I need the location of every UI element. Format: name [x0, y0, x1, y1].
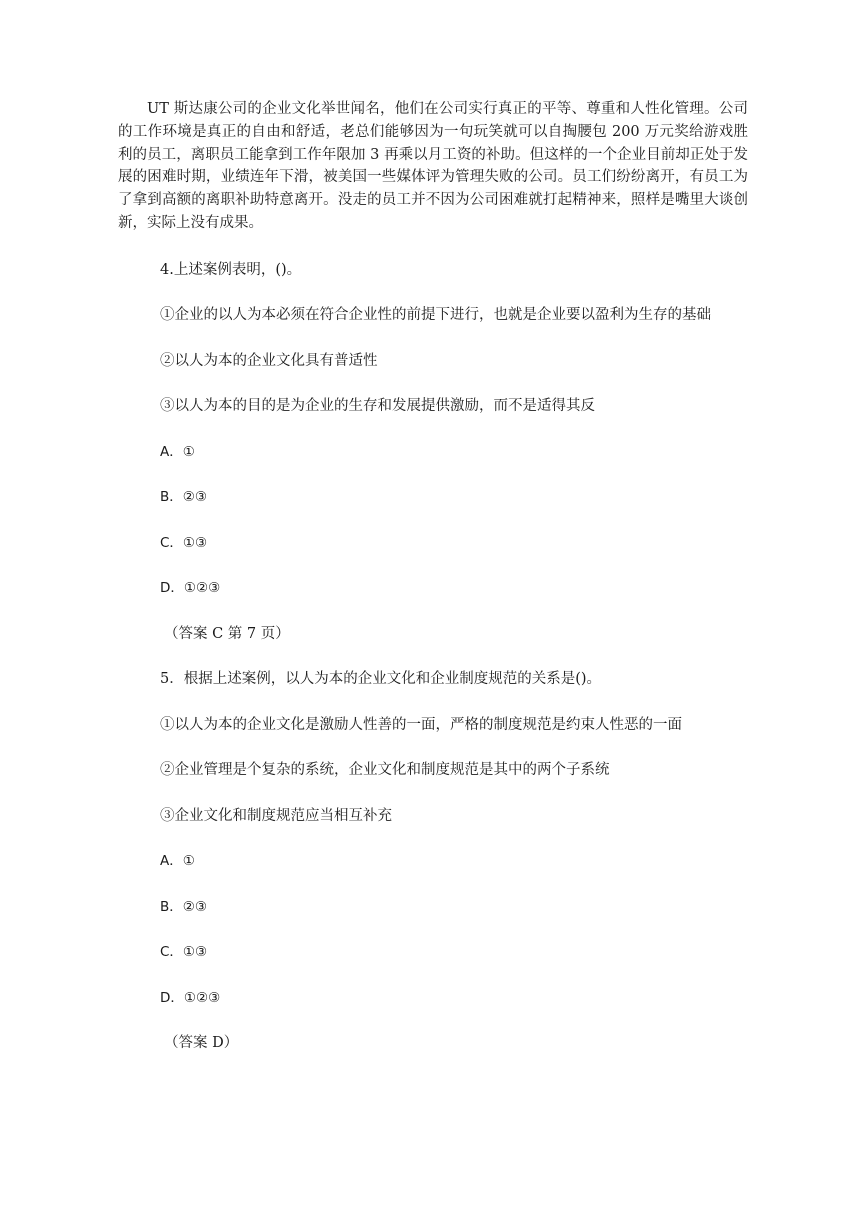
q4-option-b: B．②③ [160, 489, 207, 506]
q4-statement-3: ③以人为本的目的是为企业的生存和发展提供激励，而不是适得其反 [160, 398, 595, 415]
q5-option-b: B．②③ [160, 898, 207, 915]
q5-statement-1: ①以人为本的企业文化是激励人性善的一面，严格的制度规范是约束人性恶的一面 [160, 716, 682, 733]
q4-statement-2: ②以人为本的企业文化具有普适性 [160, 352, 378, 369]
q4-statement-1: ①企业的以人为本必须在符合企业性的前提下进行，也就是企业要以盈利为生存的基础 [160, 307, 711, 324]
question-5: 5．根据上述案例，以人为本的企业文化和企业制度规范的关系是()。 [160, 671, 602, 688]
q4-answer: （答案 C 第 7 页） [164, 625, 290, 642]
q5-option-a: A．① [160, 853, 195, 870]
q5-option-c: C．①③ [160, 944, 208, 961]
q5-statement-3: ③企业文化和制度规范应当相互补充 [160, 807, 392, 824]
q5-statement-2: ②企业管理是个复杂的系统，企业文化和制度规范是其中的两个子系统 [160, 762, 610, 779]
q4-option-c: C．①③ [160, 534, 208, 551]
q5-answer: （答案 D） [164, 1035, 239, 1052]
case-intro-paragraph: UT 斯达康公司的企业文化举世闻名，他们在公司实行真正的平等、尊重和人性化管理。公司的工作环境是真正的自由和舒适，老总们能够因为一句玩笑就可以自掏腰包 200 万元奖给游戏胜利的员工，离职员工能拿到工作年限加 3 再乘以月工资的补助。但这样的一个企业目前却正处于发展的困难时期，业绩连年下滑，被美国一些媒体评为管理失败的公司。员工们纷纷离开，有员工为了拿到高额的离职补助特意离开。没走的员工并不因为公司困难就打起精神来，照样是嘴里大谈创新，实际上没有成果。 [118, 101, 748, 231]
q4-option-d: D．①②③ [160, 580, 221, 597]
question-4: 4.上述案例表明，()。 [160, 261, 302, 278]
document-page [118, 98, 748, 1078]
q5-option-d: D．①②③ [160, 989, 221, 1006]
q4-option-a: A．① [160, 443, 195, 460]
